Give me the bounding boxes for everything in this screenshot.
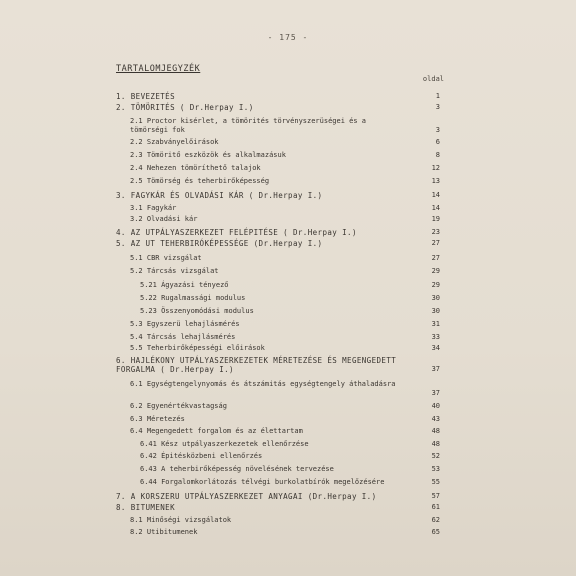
toc-entry-label: 2. TÖMÖRITÉS ( Dr.Herpay I.) — [116, 103, 254, 112]
toc-entry-label: 7. A KORSZERU UTPÁLYASZERKEZET ANYAGAI (Dr.Herpay I.) — [116, 492, 377, 501]
toc-entry-page: 52 — [431, 452, 440, 460]
toc-entry-page: 13 — [431, 177, 440, 185]
toc-entry-label: 6.3 Méretezés — [130, 415, 185, 423]
toc-entry-label: 5.3 Egyszerü lehajlásmérés — [130, 320, 240, 328]
toc-entry-label: 2.4 Nehezen tömöríthető talajok — [130, 164, 261, 172]
toc-entry-page: 37 — [431, 365, 440, 373]
toc-entry-page: 29 — [431, 267, 440, 275]
toc-entry-page: 6 — [435, 138, 440, 146]
toc-entry-page: 43 — [431, 415, 440, 423]
toc-entry-page: 3 — [435, 103, 440, 111]
toc-entry-page: 40 — [431, 402, 440, 410]
toc-entry-label: 5.1 CBR vizsgálat — [130, 254, 202, 262]
toc-entry-page: 30 — [431, 294, 440, 302]
toc-entry-page: 14 — [431, 204, 440, 212]
toc-entry-label: 6.2 Egyenértékvastagság — [130, 402, 227, 410]
toc-entry-label: 5.5 Teherbirőképességi előirások — [130, 344, 265, 352]
toc-entry-label: 6. HAJLÉKONY UTPÁLYASZERKEZETEK MÉRETEZÉSE ÉS MEGENGEDETT FORGALMA ( Dr.Herpay I.) — [116, 356, 397, 374]
toc-entry-page: 30 — [431, 307, 440, 315]
page-number: - 175 - — [267, 33, 309, 42]
toc-entry-label: 5.23 Összenyomódási modulus — [140, 307, 254, 315]
toc-entry-label: 8. BITUMENEK — [116, 503, 175, 512]
toc-entry-label: 6.41 Kész utpályaszerkezetek ellenőrzése — [140, 440, 309, 448]
toc-entry-page: 27 — [431, 239, 440, 247]
toc-entry-page: 23 — [431, 228, 440, 236]
toc-entry-page: 61 — [431, 503, 440, 511]
toc-entry-page: 14 — [431, 191, 440, 199]
toc-entry-label: 8.2 Utibitumenek — [130, 528, 198, 536]
toc-entry-page: 62 — [431, 516, 440, 524]
toc-entry-label: 6.4 Megengedett forgalom és az élettartam — [130, 427, 303, 435]
toc-entry-page: 57 — [431, 492, 440, 500]
toc-entry-label: 8.1 Minőségi vizsgálatok — [130, 516, 232, 524]
toc-entry-label: 5.22 Rugalmassági modulus — [140, 294, 246, 302]
toc-entry-page: 48 — [431, 440, 440, 448]
page-column-label: oldal — [422, 75, 444, 83]
toc-entry-page: 48 — [431, 427, 440, 435]
toc-entry-label: 3.1 Fagykár — [130, 204, 177, 212]
toc-entry-label: 6.42 Épitésközbeni ellenőrzés — [140, 452, 263, 460]
toc-entry-label: 5.21 Ágyazási tényező — [140, 281, 229, 289]
toc-entry-label: 5.4 Tárcsás lehajlásmérés — [130, 333, 236, 341]
toc-entry-label: 5. AZ UT TEHERBIRÓKÉPESSÉGE (Dr.Herpay I.) — [116, 239, 323, 248]
toc-entry-page: 34 — [431, 344, 440, 352]
toc-entry-label: 4. AZ UTPÁLYASZERKEZET FELÉPITÉSE ( Dr.Herpay I.) — [116, 228, 357, 237]
toc-entry-page: 19 — [431, 215, 440, 223]
toc-entry-label: 6.44 Forgalomkorlátozás télvégi burkolatbírók megelőzésére — [140, 478, 385, 486]
toc-entry-page: 27 — [431, 254, 440, 262]
toc-entry-page: 33 — [431, 333, 440, 341]
toc-entry-page: 53 — [431, 465, 440, 473]
toc-entry-page: 37 — [431, 389, 440, 397]
toc-entry-label: 3.2 Olvadási kár — [130, 215, 198, 223]
toc-entry-label: 1. BEVEZETÉS — [116, 92, 175, 101]
toc-entry-label: 2.2 Szabványelőirások — [130, 138, 219, 146]
toc-entry-page: 3 — [435, 126, 440, 134]
toc-entry-page: 31 — [431, 320, 440, 328]
toc-entry-label: 6.1 Egységtengelynyomás és átszámitás egységtengely áthaladásra — [130, 380, 396, 388]
toc-entry-page: 29 — [431, 281, 440, 289]
toc-entry-label: 6.43 A teherbirőképesség növelésének tervezése — [140, 465, 334, 473]
toc-entry-page: 65 — [431, 528, 440, 536]
toc-entry-page: 1 — [435, 92, 440, 100]
toc-title: TARTALOMJEGYZÉK — [116, 64, 201, 74]
toc-entry-page: 12 — [431, 164, 440, 172]
toc-entry-page: 8 — [435, 151, 440, 159]
toc-entry-label: 2.5 Tömörség és teherbirőképesség — [130, 177, 270, 185]
toc-entry-label: 5.2 Tárcsás vizsgálat — [130, 267, 219, 275]
toc-entry-label: 2.1 Proctor kisérlet, a tömörités törvényszerüségei és a tömörségi fok — [130, 117, 367, 134]
toc-entry-label: 3. FAGYKÁR ÉS OLVADÁSI KÁR ( Dr.Herpay I.) — [116, 191, 323, 200]
toc-entry-page: 55 — [431, 478, 440, 486]
toc-entry-label: 2.3 Tömöritő eszközök és alkalmazásuk — [130, 151, 286, 159]
